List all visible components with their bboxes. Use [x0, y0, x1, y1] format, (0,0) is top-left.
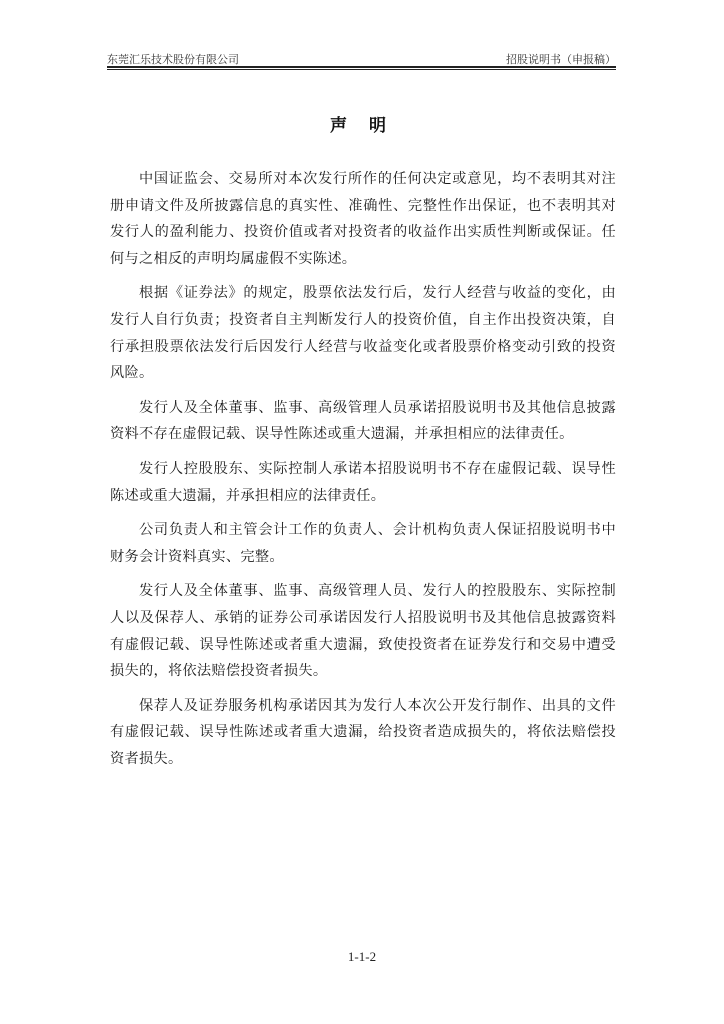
header-rule-thin	[107, 69, 616, 70]
statement-paragraph: 中国证监会、交易所对本次发行所作的任何决定或意见，均不表明其对注册申请文件及所披露信息的真实性、准确性、完整性作出保证，也不表明其对发行人的盈利能力、投资价值或者对投资者的收益作出实质性判断或保证。任何与之相反的声明均属虚假不实陈述。	[110, 171, 616, 267]
page-header	[107, 49, 616, 65]
statement-paragraph: 发行人控股股东、实际控制人承诺本招股说明书不存在虚假记载、误导性陈述或重大遗漏，并承担相应的法律责任。	[110, 460, 616, 504]
statement-paragraph: 发行人及全体董事、监事、高级管理人员、发行人的控股股东、实际控制人以及保荐人、承销的证券公司承诺因发行人招股说明书及其他信息披露资料有虚假记载、误导性陈述或者重大遗漏，致使投资者在证券发行和交易中遭受损失的，将依法赔偿投资者损失。	[110, 583, 616, 680]
header-company-name: 东莞汇乐技术股份有限公司	[107, 53, 239, 66]
statement-body	[110, 166, 616, 780]
statement-paragraph: 根据《证券法》的规定，股票依法发行后，发行人经营与收益的变化，由发行人自行负责；投资者自主判断发行人的投资价值，自主作出投资决策，自行承担股票依法发行后因发行人经营与收益变化或者股票价格变动引致的投资风险。	[110, 285, 616, 382]
page-title: 声 明	[330, 116, 394, 136]
page-number: 1-1-2	[347, 949, 377, 964]
statement-paragraph: 发行人及全体董事、监事、高级管理人员承诺招股说明书及其他信息披露资料不存在虚假记载、误导性陈述或重大遗漏，并承担相应的法律责任。	[110, 399, 616, 443]
statement-paragraph: 保荐人及证券服务机构承诺因其为发行人本次公开发行制作、出具的文件有虚假记载、误导性陈述或者重大遗漏，给投资者造成损失的，将依法赔偿投资者损失。	[110, 697, 616, 767]
header-rule	[107, 66, 616, 68]
statement-paragraph: 公司负责人和主管会计工作的负责人、会计机构负责人保证招股说明书中财务会计资料真实、完整。	[110, 522, 616, 565]
header-document-type: 招股说明书（申报稿）	[506, 53, 616, 66]
